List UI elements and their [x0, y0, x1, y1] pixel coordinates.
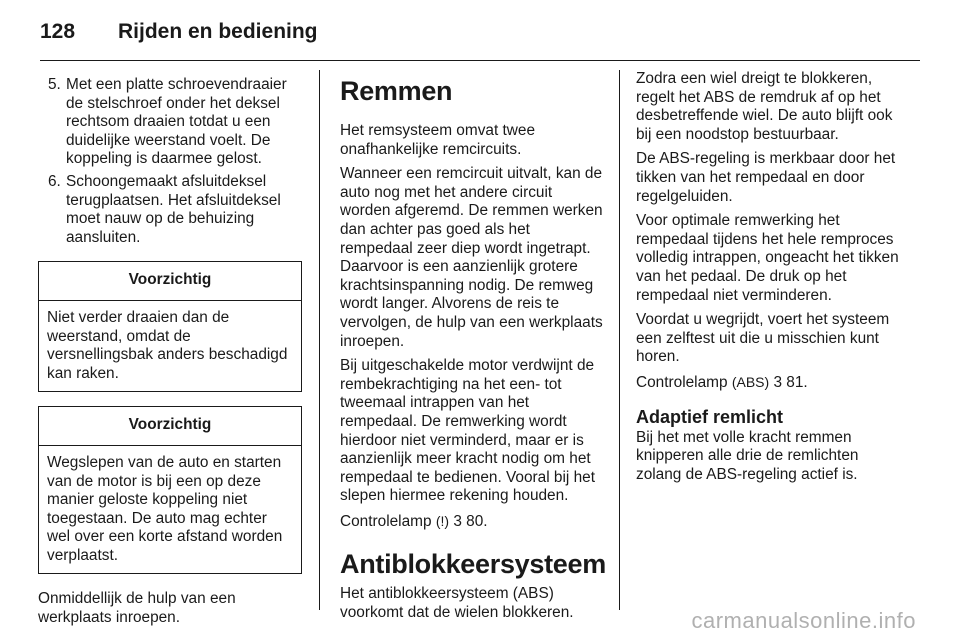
- lamp-label: Controlelamp: [636, 373, 728, 391]
- caution-box-1: [38, 261, 302, 392]
- step-text: Schoongemaakt afsluitdeksel terugplaatsen. Het afsluitdeksel moet nauw op de behuizing aansluiten.: [66, 172, 281, 246]
- step-number: 6.: [48, 172, 61, 190]
- paragraph: Onmiddellijk de hulp van een werkplaats inroepen.: [38, 590, 236, 627]
- paragraph: Zodra een wiel dreigt te blokkeren, regelt het ABS de remdruk af op het desbetreffende wiel. De auto blijft ook bij een noodstop bestuurbaar.: [636, 70, 893, 143]
- brake-warning-icon: (!): [435, 512, 450, 529]
- page-ref: 80.: [466, 512, 488, 530]
- page-ref: 81.: [786, 373, 808, 391]
- paragraph: Bij uitgeschakelde motor verdwijnt de rembekrachtiging na het een- tot tweemaal intrappen van het rempedaal. De remwerking wordt hierdoor niet verminderd, maar er is aanzienlijk meer kracht nodig om het rempedaal te bedienen. Vooral bij het slepen hiermee rekening houden.: [340, 357, 595, 505]
- step-item: [38, 76, 302, 169]
- header-divider: [40, 60, 920, 61]
- step-number: 5.: [48, 76, 61, 93]
- column-left: [38, 70, 302, 634]
- caution-body: Wegslepen van de auto en starten van de motor is bij een op deze manier geloste koppeling niet toegestaan. De auto mag echter wel over een korte afstand worden verplaatst.: [47, 453, 283, 564]
- abs-lamp-reference: [636, 373, 902, 393]
- caution-heading: Voorzichtig: [39, 262, 301, 301]
- paragraph: Het remsysteem omvat twee onafhankelijke remcircuits.: [340, 122, 536, 158]
- section-heading-remmen: Remmen: [340, 76, 453, 106]
- page-ref-symbol: 3: [773, 373, 783, 391]
- column-middle: [340, 70, 604, 629]
- caution-heading: Voorzichtig: [39, 407, 301, 446]
- page-title: Rijden en bediening: [118, 20, 318, 43]
- paragraph: Het antiblokkeersysteem (ABS) voorkomt dat de wielen blokkeren.: [340, 585, 574, 622]
- paragraph: Bij het met volle kracht remmen knipperen alle drie de remlichten zolang de ABS-regeling actief is.: [636, 428, 859, 483]
- lamp-label: Controlelamp: [340, 512, 432, 530]
- step-text: Met een platte schroevendraaier de stelschroef onder het deksel rechtsom draaien totdat u een duidelijke weerstand voelt. De koppeling is daarmee gelost.: [66, 76, 287, 168]
- column-divider-2: [619, 70, 620, 610]
- page-header: [40, 18, 920, 60]
- paragraph: Voor optimale remwerking het rempedaal tijdens het hele remproces volledig intrappen, ongeacht het tikken van het pedaal. De druk op het rempedaal niet verminderen.: [636, 212, 899, 304]
- page-number: 128: [40, 20, 76, 43]
- paragraph: De ABS-regeling is merkbaar door het tikken van het rempedaal en door regelgeluiden.: [636, 150, 896, 205]
- watermark: carmanualsonline.info: [691, 608, 916, 633]
- caution-body: Niet verder draaien dan de weerstand, omdat de versnellingsbak anders beschadigd kan raken.: [47, 308, 288, 382]
- paragraph: Wanneer een remcircuit uitvalt, kan de auto nog met het andere circuit worden afgeremd. De remmen werken dan achter pas goed als het rempedaal zeer diep wordt ingetrapt. Daarvoor is een aanzienlijk grotere krachtsinspanning nodig. De remweg wordt langer. Alvorens de reis te vervolgen, de hulp van een werkplaats inroepen.: [340, 165, 603, 350]
- section-heading-abs: Antiblokkeersysteem: [340, 549, 606, 580]
- abs-warning-icon: (ABS): [731, 373, 770, 390]
- step-list: [38, 76, 302, 247]
- page-ref-symbol: 3: [453, 512, 462, 530]
- caution-box-2: [38, 406, 302, 574]
- subheading-adaptief-remlicht: Adaptief remlicht: [636, 406, 784, 427]
- column-divider-1: [319, 70, 320, 610]
- step-item: [38, 173, 302, 247]
- column-right: [636, 70, 902, 490]
- paragraph: Voordat u wegrijdt, voert het systeem een zelftest uit die u misschien kunt horen.: [636, 311, 890, 366]
- warning-lamp-reference: [340, 512, 604, 532]
